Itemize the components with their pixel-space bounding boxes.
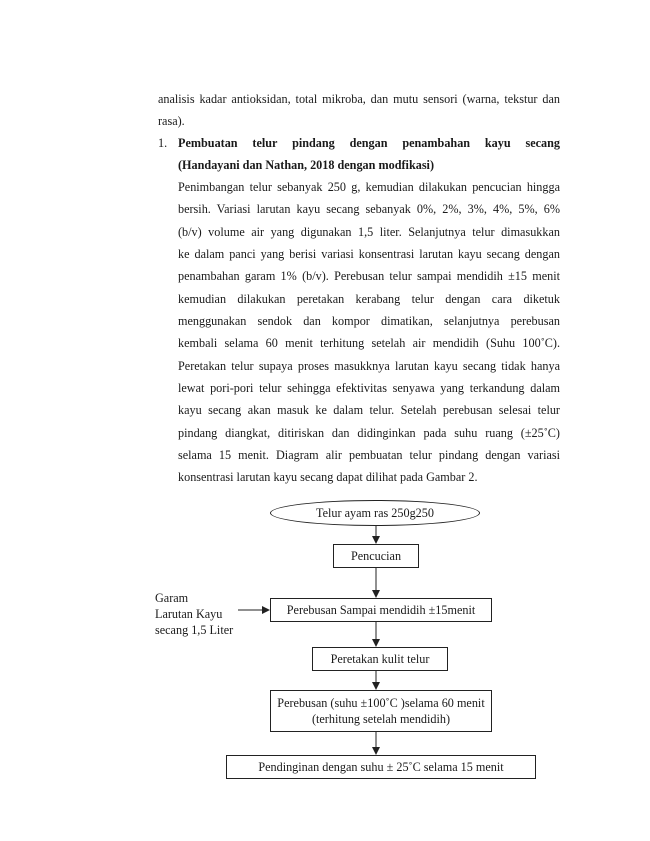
intro-paragraph	[158, 88, 560, 133]
text-line: penambahan garam 1% (b/v). Perebusan telur sampai mendidih ±15 menit	[178, 269, 560, 284]
text-line: ke dalam panci yang berisi variasi konsentrasi larutan kayu secang dengan	[178, 247, 560, 262]
flow-node-boil: Perebusan Sampai mendidih ±15menit	[270, 598, 492, 622]
flow-node-start: Telur ayam ras 250g250	[270, 500, 480, 526]
text-line: analisis kadar antioksidan, total mikroba, dan mutu sensori (warna, tekstur dan	[158, 92, 560, 106]
body-paragraph	[178, 176, 560, 489]
flow-node-wash: Pencucian	[333, 544, 419, 568]
section-heading	[178, 132, 560, 177]
text-line: kembali selama 60 menit terhitung setelah air mendidih (Suhu 100˚C).	[178, 336, 560, 351]
heading-line: Pembuatan telur pindang dengan penambahan kayu secang	[178, 136, 560, 150]
text-line: konsentrasi larutan kayu secang dapat dilihat pada Gambar 2.	[178, 470, 478, 485]
heading-line: (Handayani dan Nathan, 2018 dengan modfikasi)	[178, 158, 435, 173]
text-line: rasa).	[158, 114, 185, 129]
text-line: selama 15 menit. Diagram alir pembuatan telur pindang dengan variasi	[178, 448, 560, 463]
text-line: Penimbangan telur sebanyak 250 g, kemudian dilakukan pencucian hingga	[178, 180, 560, 194]
text-line: (b/v) volume air yang digunakan 1,5 liter. Selanjutnya telur dimasukkan	[178, 224, 560, 239]
flow-node-line: Perebusan (suhu ±100˚C )selama 60 menit	[277, 696, 485, 710]
text-line: bersih. Variasi larutan kayu secang sebanyak 0%, 2%, 3%, 4%, 5%, 6%	[178, 202, 560, 217]
text-line: pindang diangkat, ditiriskan dan didinginkan pada suhu ruang (±25˚C)	[178, 425, 560, 440]
text-line: menggunakan sendok dan kompor dimatikan, selanjutnya perebusan	[178, 314, 560, 329]
flow-node-reboil	[270, 690, 492, 732]
flow-side-input	[155, 590, 233, 638]
text-line: lewat pori-pori telur sehingga efektivitas senyawa yang terkandung dalam	[178, 381, 560, 396]
flow-node-crack: Peretakan kulit telur	[312, 647, 448, 671]
side-input-line: Garam	[155, 591, 189, 605]
text-line: kayu secang akan masuk ke dalam telur. Setelah perebusan selesai telur	[178, 403, 560, 418]
side-input-line: secang 1,5 Liter	[155, 623, 234, 637]
side-input-line: Larutan Kayu	[155, 607, 223, 621]
list-number: 1.	[158, 136, 168, 150]
flow-node-line: (terhitung setelah mendidih)	[311, 712, 451, 726]
text-line: kemudian dilakukan peretakan kerabang telur dengan cara diketuk	[178, 291, 560, 306]
text-line: Peretakan telur supaya proses masukknya larutan kayu secang tidak hanya	[178, 358, 560, 373]
flow-node-cool: Pendinginan dengan suhu ± 25˚C selama 15 menit	[226, 755, 536, 779]
